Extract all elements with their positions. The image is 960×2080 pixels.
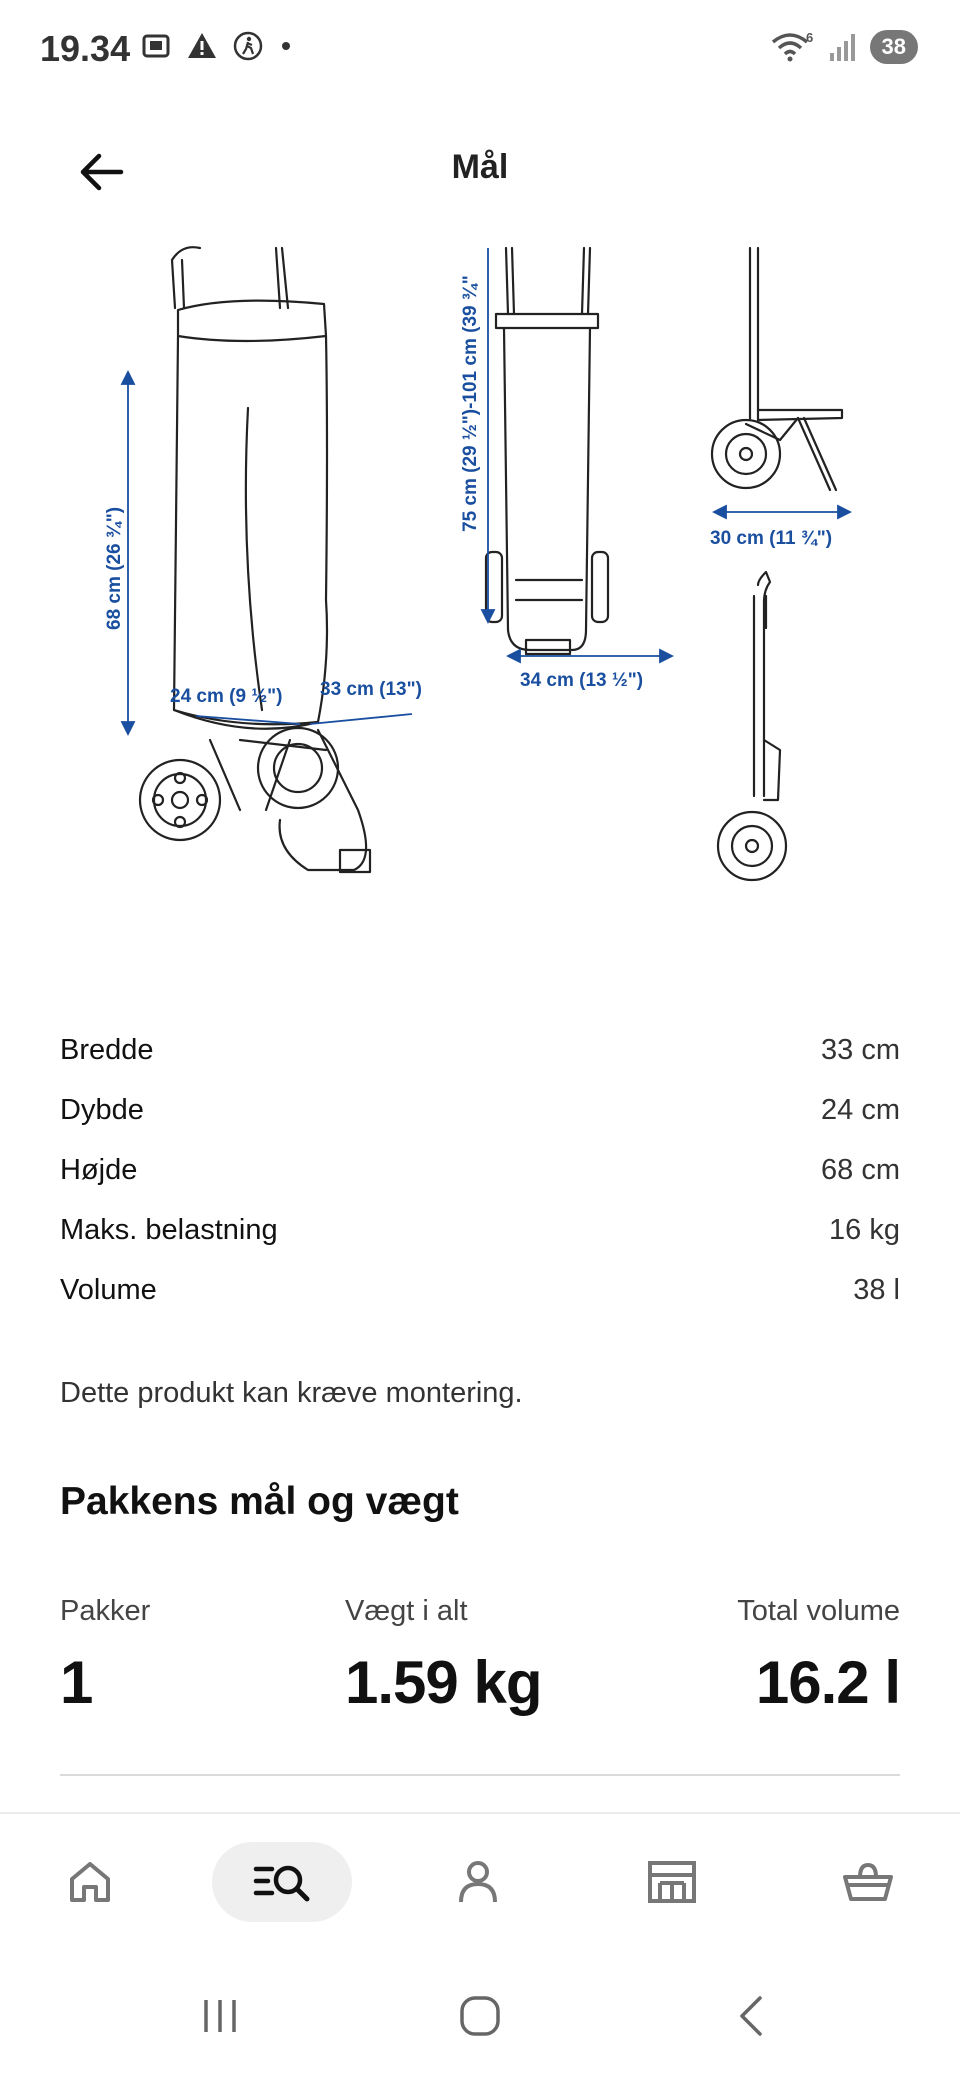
status-notification-icons	[140, 30, 294, 62]
search-browse-icon	[252, 1859, 312, 1905]
dimension-row-depth	[60, 1080, 900, 1140]
system-home-button[interactable]	[440, 1986, 520, 2046]
package-weight-value: 1.59 kg	[345, 1649, 542, 1716]
wifi-icon	[770, 30, 816, 64]
status-system-icons	[770, 30, 918, 64]
dimension-value: 24 cm	[821, 1093, 900, 1126]
dot-icon	[278, 30, 294, 62]
package-weight-label: Vægt i alt	[345, 1595, 468, 1627]
accessibility-icon	[232, 30, 264, 62]
store-icon	[646, 1859, 698, 1905]
nav-search[interactable]	[212, 1842, 352, 1922]
status-bar	[0, 0, 960, 100]
package-volume-label: Total volume	[737, 1595, 900, 1627]
dimension-label: Volume	[60, 1273, 157, 1306]
system-back-button[interactable]	[712, 1986, 792, 2046]
dimension-label: Dybde	[60, 1093, 144, 1126]
dimension-label: Højde	[60, 1153, 138, 1186]
package-volume-value: 16.2 l	[755, 1649, 900, 1716]
dimension-row-volume	[60, 1260, 900, 1320]
warning-icon	[186, 30, 218, 62]
package-count-label: Pakker	[60, 1595, 151, 1627]
dimension-label: Bredde	[60, 1033, 154, 1066]
profile-icon	[455, 1859, 501, 1905]
status-time: 19.34	[40, 28, 131, 69]
dimension-label: Maks. belastning	[60, 1213, 278, 1246]
dimension-label-side-depth: 30 cm (11 ¾")	[710, 528, 833, 549]
system-navigation-bar	[0, 1952, 960, 2080]
svg-text:6: 6	[805, 30, 813, 45]
page-title: Mål	[451, 148, 509, 186]
nav-home[interactable]	[50, 1842, 130, 1922]
dimensions-list	[60, 1020, 900, 1320]
screenshot-icon	[140, 30, 172, 62]
dimension-label-total-height: 75 cm (29 ½")-101 cm (39 ¾"	[460, 275, 481, 532]
home-circle-icon	[458, 1994, 502, 2038]
package-volume	[737, 1595, 900, 1717]
dimension-row-width	[60, 1020, 900, 1080]
dimension-label-depth: 24 cm (9 ½")	[170, 686, 283, 707]
package-section-title: Pakkens mål og vægt	[60, 1480, 459, 1523]
dimension-value: 16 kg	[829, 1213, 900, 1246]
battery-indicator: 38	[870, 30, 918, 64]
app-bar	[0, 120, 960, 220]
divider	[60, 1774, 900, 1776]
cart-icon	[842, 1859, 894, 1905]
nav-stores[interactable]	[632, 1842, 712, 1922]
package-count-value: 1	[60, 1649, 93, 1716]
product-dimension-diagram	[90, 240, 870, 950]
dimension-row-height	[60, 1140, 900, 1200]
nav-cart[interactable]	[828, 1842, 908, 1922]
nav-profile[interactable]	[438, 1842, 518, 1922]
dimension-label-front-width: 34 cm (13 ½")	[520, 670, 644, 691]
package-count	[60, 1595, 150, 1717]
dimension-label-width: 33 cm (13")	[320, 679, 422, 700]
bottom-navigation	[0, 1812, 960, 1954]
dimension-value: 68 cm	[821, 1153, 900, 1186]
recents-icon	[198, 1996, 242, 2036]
signal-icon	[828, 31, 858, 63]
dimension-row-max-load	[60, 1200, 900, 1260]
dimension-value: 33 cm	[821, 1033, 900, 1066]
recents-button[interactable]	[180, 1986, 260, 2046]
dimension-label-height: 68 cm (26 ¾")	[104, 506, 125, 630]
package-weight	[345, 1595, 541, 1717]
home-icon	[67, 1859, 113, 1905]
chevron-left-icon	[732, 1994, 772, 2038]
dimension-value: 38 l	[853, 1273, 900, 1306]
assembly-note: Dette produkt kan kræve montering.	[60, 1377, 523, 1409]
